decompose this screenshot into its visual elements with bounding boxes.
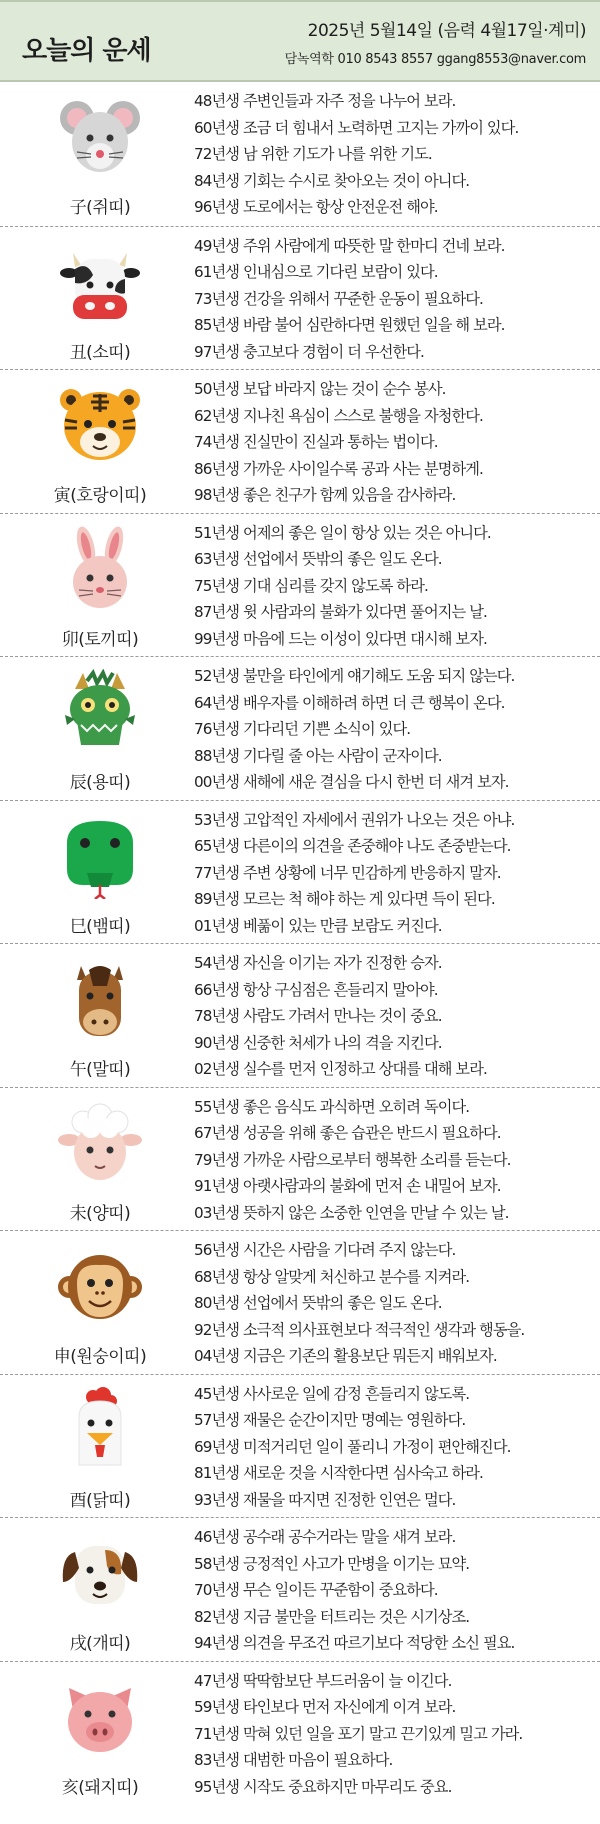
fortune-line: 71년생 막혀 있던 일을 포기 말고 끈기있게 밀고 가라. [194, 1724, 523, 1743]
rabbit-icon [57, 526, 143, 612]
fortune-line: 97년생 충고보다 경험이 더 우선한다. [194, 342, 424, 361]
fortune-lines [194, 233, 594, 366]
fortune-lines [194, 520, 594, 653]
fortune-lines [194, 663, 594, 796]
dragon-icon [57, 669, 143, 755]
fortune-line: 61년생 인내심으로 기다린 보람이 있다. [194, 263, 438, 281]
zodiac-label: 子(쥐띠) [69, 198, 131, 218]
fortune-line: 00년생 새해에 새운 결심을 다시 한번 더 새겨 보자. [194, 773, 509, 791]
fortune-line: 59년생 타인보다 먼저 자신에게 이겨 보라. [194, 1698, 456, 1716]
animal-cell [48, 813, 152, 943]
fortune-line: 72년생 남 위한 기도가 나를 위한 기도. [194, 145, 432, 163]
fortune-line: 96년생 도로에서는 항상 안전운전 해야. [194, 198, 438, 216]
horoscope-row-pig [0, 1661, 600, 1805]
fortune-line: 70년생 무슨 일이든 꾸준함이 중요하다. [194, 1581, 438, 1599]
date-line: 2025년 5월14일 (음력 4월17일·계미) [307, 21, 586, 41]
fortune-line: 76년생 기다리던 기쁜 소식이 있다. [194, 720, 411, 738]
fortune-line: 69년생 미적거리던 일이 풀리니 가정이 편안해진다. [194, 1437, 511, 1456]
fortune-line: 67년생 성공을 위해 좋은 습관은 반드시 필요하다. [194, 1124, 501, 1142]
fortune-line: 80년생 선업에서 뜻밖의 좋은 일도 온다. [194, 1294, 442, 1312]
fortune-line: 86년생 가까운 사이일수록 공과 사는 분명하게. [194, 459, 483, 478]
page-title: 오늘의 운세 [22, 36, 151, 66]
snake-icon [57, 813, 143, 899]
fortune-line: 92년생 소극적 의사표현보다 적극적인 생각과 행동을. [194, 1320, 525, 1339]
horoscope-row-horse [0, 943, 600, 1087]
zodiac-label: 寅(호랑이띠) [53, 486, 147, 506]
animal-cell [48, 669, 152, 799]
fortune-line: 84년생 기회는 수시로 찾아오는 것이 아니다. [194, 171, 470, 190]
horse-icon [57, 956, 143, 1042]
horoscope-row-rat [0, 82, 600, 226]
fortune-line: 81년생 새로운 것을 시작한다면 심사숙고 하라. [194, 1464, 483, 1482]
fortune-line: 66년생 항상 구심점은 흔들리지 말아야. [194, 980, 438, 999]
monkey-icon [57, 1243, 143, 1329]
fortune-lines [194, 376, 594, 509]
fortune-line: 51년생 어제의 좋은 일이 항상 있는 것은 아니다. [194, 523, 491, 542]
zodiac-label: 午(말띠) [69, 1060, 131, 1080]
zodiac-label: 亥(돼지띠) [61, 1777, 139, 1798]
zodiac-label: 酉(닭띠) [69, 1490, 131, 1511]
animal-cell [48, 94, 152, 224]
animal-cell [48, 1387, 152, 1517]
animal-cell [48, 1243, 152, 1373]
fortune-line: 87년생 윗 사람과의 불화가 있다면 풀어지는 날. [194, 603, 487, 621]
horoscope-list [0, 82, 600, 1804]
fortune-line: 01년생 베풂이 있는 만큼 보람도 커진다. [194, 916, 442, 935]
animal-cell [48, 956, 152, 1086]
rat-icon [57, 94, 143, 180]
animal-cell [48, 382, 152, 512]
horoscope-row-cow [0, 226, 600, 370]
horoscope-row-snake [0, 800, 600, 944]
fortune-line: 56년생 시간은 사람을 기다려 주지 않는다. [194, 1241, 456, 1259]
fortune-lines [194, 950, 594, 1083]
animal-cell [48, 239, 152, 369]
fortune-line: 82년생 지금 불만을 터트리는 것은 시기상조. [194, 1607, 470, 1626]
fortune-lines [194, 88, 594, 221]
sheep-icon [57, 1100, 143, 1186]
horoscope-row-dog [0, 1517, 600, 1661]
horoscope-row-monkey [0, 1230, 600, 1374]
fortune-line: 53년생 고압적인 자세에서 권위가 나오는 것은 아냐. [194, 810, 515, 829]
horoscope-row-sheep [0, 1087, 600, 1231]
fortune-line: 03년생 뜻하지 않은 소중한 인연을 만날 수 있는 날. [194, 1203, 509, 1222]
fortune-line: 68년생 항상 알맞게 처신하고 분수를 지켜라. [194, 1267, 470, 1286]
fortune-line: 85년생 바람 불어 심란하다면 원했던 일을 해 보라. [194, 316, 505, 334]
fortune-lines [194, 1094, 594, 1227]
horoscope-row-rabbit [0, 513, 600, 657]
animal-cell [48, 1674, 152, 1804]
fortune-lines [194, 1668, 594, 1801]
contact-line: 담녹역학 010 8543 8557 ggang8553@naver.com [284, 52, 586, 67]
fortune-line: 75년생 기대 심리를 갖지 않도록 하라. [194, 576, 428, 595]
dog-icon [57, 1530, 143, 1616]
fortune-line: 54년생 자신을 이기는 자가 진정한 승자. [194, 954, 442, 972]
fortune-line: 91년생 아랫사람과의 불화에 먼저 손 내밀어 보자. [194, 1177, 501, 1195]
fortune-line: 99년생 마음에 드는 이성이 있다면 대시해 보자. [194, 629, 487, 648]
zodiac-label: 卯(토끼띠) [61, 629, 139, 650]
fortune-line: 45년생 사사로운 일에 감정 흔들리지 않도록. [194, 1384, 470, 1403]
fortune-line: 02년생 실수를 먼저 인정하고 상대를 대해 보라. [194, 1060, 487, 1078]
fortune-line: 98년생 좋은 친구가 함께 있음을 감사하라. [194, 486, 456, 504]
zodiac-label: 辰(용띠) [69, 773, 131, 793]
zodiac-label: 未(양띠) [69, 1203, 131, 1224]
pig-icon [57, 1674, 143, 1760]
fortune-line: 50년생 보답 바라지 않는 것이 순수 봉사. [194, 380, 446, 398]
fortune-line: 79년생 가까운 사람으로부터 행복한 소리를 듣는다. [194, 1150, 511, 1169]
fortune-line: 77년생 주변 상황에 너무 민감하게 반응하지 말자. [194, 863, 501, 882]
fortune-line: 04년생 지금은 기존의 활용보단 뭐든지 배워보자. [194, 1347, 497, 1365]
animal-cell [48, 1530, 152, 1660]
fortune-line: 64년생 배우자를 이해하려 하면 더 큰 행복이 온다. [194, 693, 505, 712]
fortune-lines [194, 807, 594, 940]
horoscope-row-dragon [0, 656, 600, 800]
fortune-line: 65년생 다른이의 의견을 존중해야 나도 존중받는다. [194, 837, 511, 855]
horoscope-row-tiger [0, 369, 600, 513]
fortune-line: 57년생 재물은 순간이지만 명예는 영원하다. [194, 1411, 466, 1429]
fortune-line: 55년생 좋은 음식도 과식하면 오히려 독이다. [194, 1097, 470, 1116]
fortune-line: 47년생 딱딱함보단 부드러움이 늘 이긴다. [194, 1671, 452, 1690]
header-banner [0, 0, 600, 82]
fortune-line: 94년생 의견을 무조건 따르기보다 적당한 소신 필요. [194, 1634, 515, 1652]
fortune-line: 90년생 신중한 처세가 나의 격을 지킨다. [194, 1033, 442, 1052]
fortune-line: 63년생 선업에서 뜻밖의 좋은 일도 온다. [194, 550, 442, 568]
zodiac-label: 申(원숭이띠) [53, 1347, 147, 1367]
fortune-line: 60년생 조금 더 힘내서 노력하면 고지는 가까이 있다. [194, 118, 519, 137]
tiger-icon [57, 382, 143, 468]
fortune-line: 62년생 지나친 욕심이 스스로 불행을 자청한다. [194, 406, 483, 425]
fortune-line: 83년생 대범한 마음이 필요하다. [194, 1751, 393, 1769]
rooster-icon [57, 1387, 143, 1473]
fortune-line: 49년생 주위 사람에게 따뜻한 말 한마디 건네 보라. [194, 236, 505, 255]
horoscope-row-rooster [0, 1374, 600, 1518]
fortune-line: 78년생 사람도 가려서 만나는 것이 중요. [194, 1007, 442, 1025]
zodiac-label: 巳(뱀띠) [69, 916, 131, 937]
fortune-line: 88년생 기다릴 줄 아는 사람이 군자이다. [194, 746, 442, 765]
fortune-line: 52년생 불만을 타인에게 얘기해도 도움 되지 않는다. [194, 667, 515, 685]
animal-cell [48, 1100, 152, 1230]
fortune-line: 89년생 모르는 척 해야 하는 게 있다면 득이 된다. [194, 890, 495, 908]
fortune-line: 46년생 공수래 공수거라는 말을 새겨 보라. [194, 1528, 456, 1546]
fortune-lines [194, 1524, 594, 1657]
cow-icon [57, 239, 143, 325]
animal-cell [48, 526, 152, 656]
fortune-line: 74년생 진실만이 진실과 통하는 법이다. [194, 433, 438, 451]
fortune-line: 73년생 건강을 위해서 꾸준한 운동이 필요하다. [194, 289, 483, 308]
zodiac-label: 戌(개띠) [69, 1634, 131, 1654]
fortune-line: 93년생 재물을 따지면 진정한 인연은 멀다. [194, 1490, 456, 1509]
fortune-lines [194, 1381, 594, 1514]
zodiac-label: 丑(소띠) [69, 342, 131, 363]
fortune-line: 48년생 주변인들과 자주 정을 나누어 보라. [194, 92, 456, 110]
fortune-line: 58년생 긍정적인 사고가 만병을 이기는 묘약. [194, 1554, 470, 1573]
fortune-lines [194, 1237, 594, 1370]
fortune-line: 95년생 시작도 중요하지만 마무리도 중요. [194, 1777, 452, 1796]
